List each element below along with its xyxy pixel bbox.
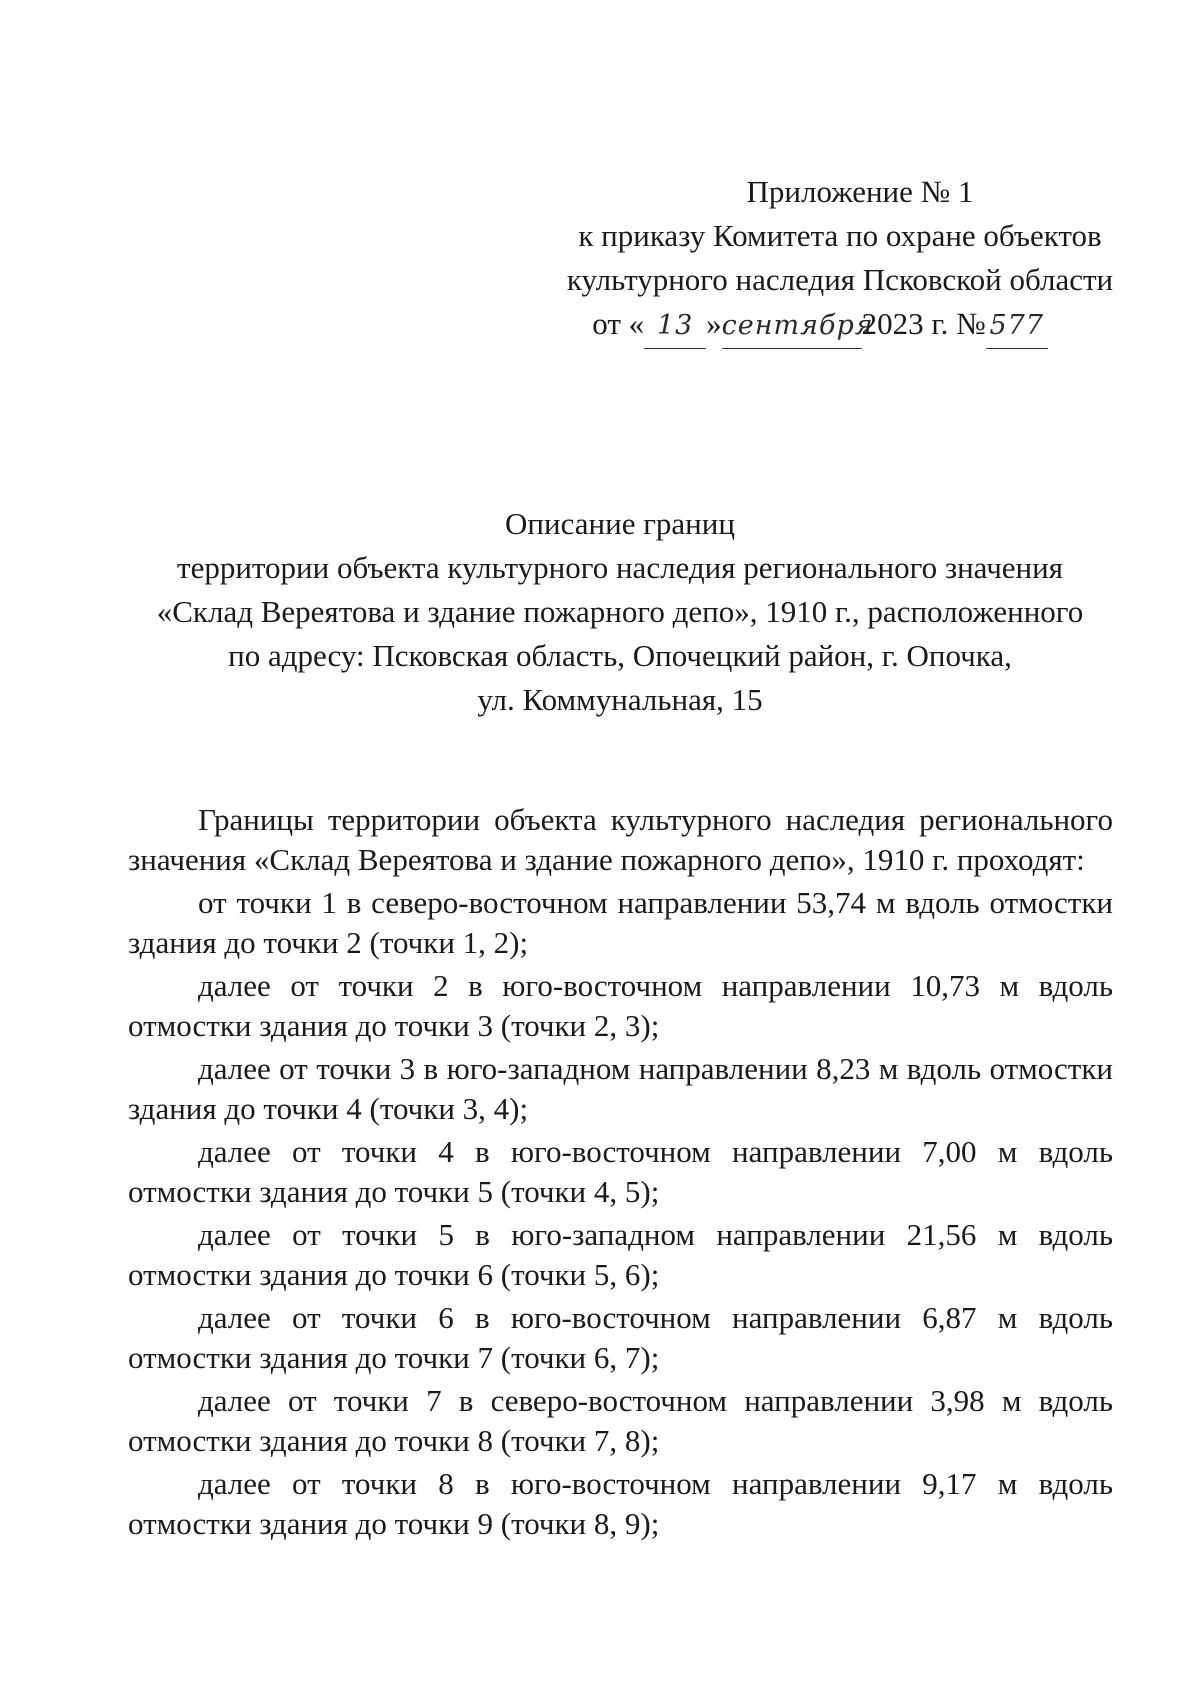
segment-rest-line: отмостки здания до точки 5 (точки 4, 5); xyxy=(128,1174,660,1209)
handwritten-day: 13 xyxy=(644,304,706,349)
intro-first-line: Границы территории объекта культурного наследия регионального xyxy=(198,802,1113,837)
committee-region-line: культурного наследия Псковской области xyxy=(566,262,1114,297)
order-date-line xyxy=(560,302,1120,349)
segment-rest-line: отмостки здания до точки 7 (точки 6, 7); xyxy=(128,1340,660,1375)
title-line-5: ул. Коммунальная, 15 xyxy=(477,682,763,717)
title-line-2: территории объекта культурного наследия регионального значения xyxy=(177,550,1063,585)
boundary-segment xyxy=(128,1132,1113,1212)
segment-first-line: далее от точки 6 в юго-восточном направлении 6,87 м вдоль xyxy=(198,1300,1113,1335)
segment-rest-line: отмостки здания до точки 8 (точки 7, 8); xyxy=(128,1423,660,1458)
segment-rest-line: отмостки здания до точки 6 (точки 5, 6); xyxy=(128,1257,660,1292)
order-reference-line: к приказу Комитета по охране объектов xyxy=(578,218,1102,253)
segment-first-line: далее от точки 4 в юго-восточном направлении 7,00 м вдоль xyxy=(198,1134,1113,1169)
segment-rest-line: здания до точки 2 (точки 1, 2); xyxy=(128,925,529,960)
appendix-number: Приложение № 1 xyxy=(746,174,974,209)
handwritten-order-number: 577 xyxy=(986,304,1048,349)
title-line-4: по адресу: Псковская область, Опочецкий район, г. Опочка, xyxy=(228,638,1012,673)
boundary-segment xyxy=(128,966,1113,1046)
intro-rest-line: значения «Склад Вереятова и здание пожарного депо», 1910 г. проходят: xyxy=(128,842,1085,877)
segment-rest-line: отмостки здания до точки 9 (точки 8, 9); xyxy=(128,1506,660,1541)
segment-rest-line: здания до точки 4 (точки 3, 4); xyxy=(128,1091,529,1126)
boundary-segment xyxy=(128,1215,1113,1295)
boundary-segment xyxy=(128,1049,1113,1129)
date-year: 2023 г. № xyxy=(861,306,986,341)
segment-first-line: от точки 1 в северо-восточном направлении 53,74 м вдоль отмостки xyxy=(198,885,1113,920)
segment-first-line: далее от точки 5 в юго-западном направлении 21,56 м вдоль xyxy=(198,1217,1113,1252)
handwritten-month: сентября xyxy=(722,304,862,349)
segment-first-line: далее от точки 8 в юго-восточном направлении 9,17 м вдоль xyxy=(198,1466,1113,1501)
boundary-segment xyxy=(128,1381,1113,1461)
title-line-3: «Склад Вереятова и здание пожарного депо», 1910 г., расположенного xyxy=(156,594,1084,629)
segment-rest-line: отмостки здания до точки 3 (точки 2, 3); xyxy=(128,1008,660,1043)
segment-first-line: далее от точки 2 в юго-восточном направлении 10,73 м вдоль xyxy=(198,968,1113,1003)
boundary-segment xyxy=(128,1298,1113,1378)
title-line-1: Описание границ xyxy=(505,506,735,541)
boundary-description xyxy=(128,800,1113,1547)
date-quote-close: » xyxy=(706,306,722,341)
document-title xyxy=(120,502,1120,722)
appendix-header xyxy=(560,170,1120,349)
segment-first-line: далее от точки 3 в юго-западном направлении 8,23 м вдоль отмостки xyxy=(198,1051,1113,1086)
boundary-segment xyxy=(128,883,1113,963)
segment-first-line: далее от точки 7 в северо-восточном направлении 3,98 м вдоль xyxy=(198,1383,1113,1418)
date-prefix: от « xyxy=(592,306,645,341)
boundary-segment xyxy=(128,1464,1113,1544)
intro-paragraph xyxy=(128,800,1113,880)
